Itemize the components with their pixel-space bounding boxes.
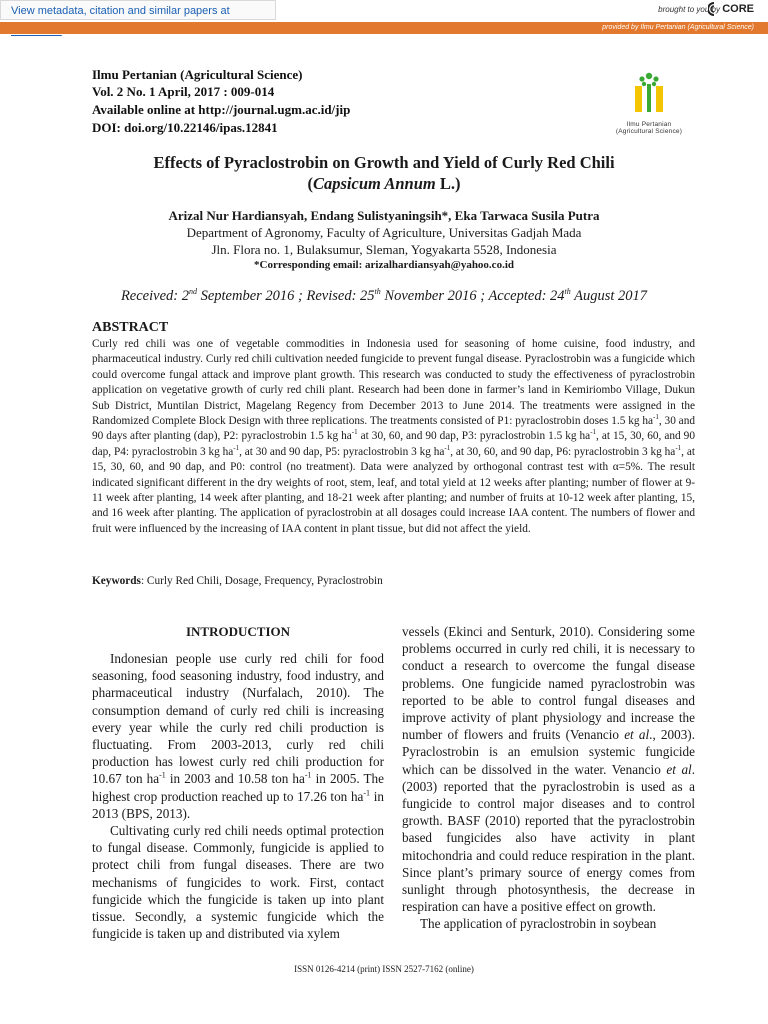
authors: Arizal Nur Hardiansyah, Endang Sulistyaningsih*, Eka Tarwaca Susila Putra — [168, 208, 600, 223]
et-al: et al — [624, 727, 650, 743]
abstract-sup: -1 — [675, 444, 682, 453]
text-run: . (2003) reported that the pyraclostrobin is used as a fungicide to control major diseases and to control growth. BASF (2010) reported that the pyraclostrobin based fungicides also have activity in plant mitochondria and could reduce respiration in the plant. Since plant’s primary source of energy comes from sunlight through photosynthesis, the decrease in respiration can have a positive effect on growth. — [402, 761, 695, 915]
et-al: et al — [666, 761, 692, 777]
right-column — [402, 623, 695, 933]
paper-title-line-2 — [0, 174, 768, 194]
superscript: -1 — [363, 788, 371, 798]
keywords-list: : Curly Red Chili, Dosage, Frequency, Pyraclostrobin — [140, 575, 383, 587]
abstract-part: , at 30, 60, and 90 dap, P6: pyraclostrobin 3 kg ha — [450, 445, 676, 458]
introduction-heading: INTRODUCTION — [185, 624, 290, 639]
date-accepted-sup: th — [564, 287, 571, 296]
superscript: -1 — [159, 771, 166, 781]
intro-paragraph-1 — [92, 650, 384, 822]
text-run: vessels (Ekinci and Senturk, 2010). Considering some problems occurred in curly red chili, it is necessary to conduct a research to overcome the fungal disease problems. One fungicide named pyraclostrobin was reported to be able to control fungal diseases and improve activity of plant physiology and increase the number of flowers and fruits (Venancio — [402, 624, 695, 743]
abstract-sup: -1 — [590, 428, 597, 437]
abstract-sup: -1 — [351, 428, 358, 437]
abstract-sup: -1 — [653, 413, 659, 422]
provided-by-bar — [0, 22, 768, 34]
intro-paragraph-2: Cultivating curly red chili needs optimal protection to fungal disease. Commonly, fungicide is applied to protect chili from fungal diseases. There are two mechanisms of fungicides to work. First, contact fungicide which the fungicide is taken up into plant tissue. Secondly, a systemic fungicide which the fungicide is taken up and distributed via xylem — [92, 823, 384, 942]
core-link-prefix: View metadata, citation and similar papers at — [11, 5, 230, 17]
issn-footer: ISSN 0126-4214 (print) ISSN 2527-7162 (online) — [294, 964, 474, 974]
intro-paragraph-3: The application of pyraclostrobin in soybean — [420, 916, 657, 932]
date-revised-sup: th — [374, 287, 381, 296]
affiliation-department: Department of Agronomy, Faculty of Agriculture, Universitas Gadjah Mada — [186, 225, 582, 240]
core-metadata-link[interactable] — [0, 0, 276, 20]
journal-volume: Vol. 2 No. 1 April, 2017 : 009-014 — [92, 84, 275, 99]
core-logo[interactable] — [708, 2, 754, 16]
core-logo-text: CORE — [722, 3, 754, 15]
abstract-sup: -1 — [444, 444, 451, 453]
left-column — [92, 650, 384, 942]
date-accepted-rest: August 2017 — [570, 287, 648, 304]
keywords-label: Keywords — [92, 575, 141, 587]
text-run: in 2013 (BPS, 2013). — [92, 788, 384, 821]
intro-paragraph-continued — [402, 623, 695, 915]
journal-logo — [600, 70, 698, 142]
abstract-heading: ABSTRACT — [92, 320, 169, 335]
title-open-paren: ( — [307, 174, 313, 193]
abstract-part: Curly red chili was one of vegetable commodities in Indonesia used for seasoning of home cuisine, food industry, and pharmaceutical industry. Curly red chili cultivation needed fungicide to prevent fungal disease. Pyraclostrobin was a fungicide which could overcome fungal attack and improve plant growth. This research was conducted to study the effectiveness of pyraclostrobin application on vegetative growth of curly red chili plant. Research had been done in farmer’s land in Kemiriombo Village, Dukun Sub District, Muntilan District, Magelang Regency from December 2013 to June 2014. The treatments were assigned in the Randomized Complete Block Design with three replications. The treatments consisted of P1: pyraclostrobin doses 1.5 kg ha — [92, 338, 695, 428]
provided-by-text: provided by Ilmu Pertanian (Agricultural Science) — [602, 24, 754, 31]
journal-logo-icon — [629, 70, 669, 116]
title-close-paren: L.) — [435, 174, 461, 193]
affiliation-address: Jln. Flora no. 1, Bulaksumur, Sleman, Yogyakarta 5528, Indonesia — [211, 242, 557, 257]
date-received-sup: nd — [188, 287, 197, 296]
text-run: ., 2003). Pyraclostrobin is an emulsion systemic fungicide which can be dissolved in the water. Venancio — [402, 727, 695, 777]
abstract-part: , at 30 and 90 dap, P5: pyraclostrobin 3 kg ha — [239, 445, 445, 458]
brought-to-you-text: brought to you by — [658, 5, 720, 14]
text-run: in 2005. The highest crop production reached up to 17.26 ton ha — [92, 771, 384, 804]
abstract-text — [92, 337, 695, 537]
submission-dates — [0, 287, 768, 305]
superscript: -1 — [304, 771, 312, 781]
text-run: Indonesian people use curly red chili for food seasoning, food seasoning industry, food industry, and pharmaceutical industry (Nurfalach, 2010). The consumption demand of curly red chili is increasing every year while the curly red chili production is fluctuating. From 2003-2013, curly red chili production has lowest curly red chili production for 10.67 ton ha — [92, 651, 384, 787]
core-banner — [0, 0, 768, 23]
date-received: Received: 2 — [120, 287, 189, 304]
journal-available: Available online at http://journal.ugm.ac.id/jip — [92, 102, 351, 117]
abstract-part: , at 15, 30, 60, and 90 dap, and P0: control (no treatment). Data were analyzed by orthogonal contrast test with α=5%. The result indicated significant different in the dry weights of root, stem, leaf, and total yield at 12 weeks after planting; number of flower at 9-11 week after planting, 14 week after planting, and 18-21 week after planting; and number of fruits at 10-12 week after planting, 15, and 16 week after planting. The application of pyraclostrobin at all dosages could increase IAA content. The numbers of flower and fruit were influenced by the increasing of IAA content in plant tissue, but did not affect the yield. — [92, 445, 695, 535]
paper-title-line-1: Effects of Pyraclostrobin on Growth and Yield of Curly Red Chili — [153, 153, 615, 172]
journal-doi: DOI: doi.org/10.22146/ipas.12841 — [92, 120, 278, 135]
text-run: in 2003 and 10.58 ton ha — [165, 771, 305, 787]
abstract-sup: -1 — [233, 444, 240, 453]
corresponding-email: *Corresponding email: arizalhardiansyah@yahoo.co.id — [254, 259, 514, 271]
journal-logo-caption: Ilmu Pertanian — [626, 121, 672, 128]
keywords — [92, 575, 383, 587]
abstract-part: , 30 and 90 days after planting (dap), P2: pyraclostrobin 1.5 kg ha — [92, 415, 695, 443]
abstract-part: at 30, 60, and 90 dap, P3: pyraclostrobin 1.5 kg ha — [357, 430, 591, 443]
date-revised: September 2016 ; Revised: 25 — [196, 287, 375, 304]
title-species-name: Capsicum Annum — [313, 174, 436, 193]
journal-logo-subcaption: (Agricultural Science) — [615, 128, 683, 135]
journal-name: Ilmu Pertanian (Agricultural Science) — [92, 67, 303, 82]
date-accepted: November 2016 ; Accepted: 24 — [380, 287, 565, 304]
abstract-part: , at 15, 30, 60, and 90 dap, P4: pyraclostrobin 3 kg ha — [92, 430, 695, 458]
core-logo-icon — [708, 2, 720, 16]
